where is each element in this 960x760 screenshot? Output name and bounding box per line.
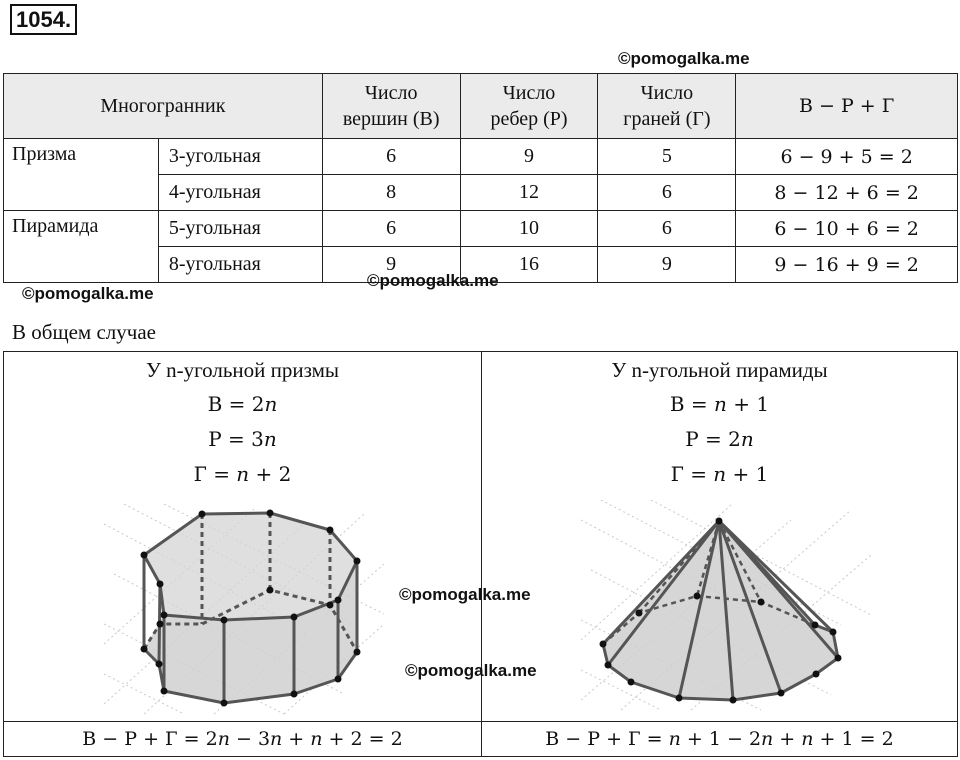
cell-faces: 5 xyxy=(598,139,736,175)
table-row xyxy=(4,139,958,175)
prism-edges-formula: Р = 3𝑛 xyxy=(208,427,277,451)
watermark: ©pomogalka.me xyxy=(367,271,499,290)
watermark: ©pomogalka.me xyxy=(399,585,531,604)
cell-calc: 8 − 12 + 6 = 2 xyxy=(736,175,958,211)
row-kind: 5-угольная xyxy=(158,211,322,247)
header-faces: Число граней (Г) xyxy=(598,74,736,139)
row-kind: 8-угольная xyxy=(158,247,322,283)
group-prism: Призма xyxy=(4,139,159,211)
pyramid-column xyxy=(481,352,958,756)
header-polyhedron: Многогранник xyxy=(4,74,323,139)
prism-faces-formula: Г = 𝑛 + 2 xyxy=(193,462,292,486)
prism-column xyxy=(4,352,482,756)
prism-figure xyxy=(104,504,384,716)
pyramid-vertices-formula: В = 𝑛 + 1 xyxy=(669,392,770,416)
watermark: ©pomogalka.me xyxy=(405,661,537,680)
pyramid-figure xyxy=(581,500,871,712)
cell-calc: 6 − 10 + 6 = 2 xyxy=(736,211,958,247)
row-kind: 3-угольная xyxy=(158,139,322,175)
prism-result: В − Р + Г = 2𝑛 − 3𝑛 + 𝑛 + 2 = 2 xyxy=(4,721,481,756)
table-row xyxy=(4,211,958,247)
cell-faces: 9 xyxy=(598,247,736,283)
cell-vertices: 6 xyxy=(322,211,460,247)
cell-edges: 9 xyxy=(460,139,598,175)
group-pyramid: Пирамида xyxy=(4,211,159,283)
pyramid-result: В − Р + Г = 𝑛 + 1 − 2𝑛 + 𝑛 + 1 = 2 xyxy=(481,721,958,756)
row-kind: 4-угольная xyxy=(158,175,322,211)
prism-vertices-formula: В = 2𝑛 xyxy=(207,392,278,416)
pyramid-title: У n-угольной пирамиды xyxy=(611,358,828,382)
polyhedra-table xyxy=(3,73,958,283)
cell-vertices: 9 xyxy=(322,247,460,283)
prism-title: У n-угольной призмы xyxy=(145,358,340,382)
watermark: ©pomogalka.me xyxy=(618,49,750,68)
problem-number: 1054. xyxy=(10,4,77,35)
cell-faces: 6 xyxy=(598,175,736,211)
general-case-table xyxy=(3,351,958,757)
header-edges: Число ребер (Р) xyxy=(460,74,598,139)
watermark: ©pomogalka.me xyxy=(22,284,154,303)
general-case-label: В общем случае xyxy=(12,320,156,344)
cell-edges: 16 xyxy=(460,247,598,283)
table-header-row xyxy=(4,74,958,139)
pyramid-edges-formula: Р = 2𝑛 xyxy=(685,427,754,451)
cell-calc: 6 − 9 + 5 = 2 xyxy=(736,139,958,175)
cell-calc: 9 − 16 + 9 = 2 xyxy=(736,247,958,283)
cell-faces: 6 xyxy=(598,211,736,247)
pyramid-faces-formula: Г = 𝑛 + 1 xyxy=(670,462,769,486)
cell-vertices: 8 xyxy=(322,175,460,211)
header-formula: В − Р + Г xyxy=(736,74,958,139)
header-vertices: Число вершин (В) xyxy=(322,74,460,139)
cell-vertices: 6 xyxy=(322,139,460,175)
cell-edges: 10 xyxy=(460,211,598,247)
cell-edges: 12 xyxy=(460,175,598,211)
